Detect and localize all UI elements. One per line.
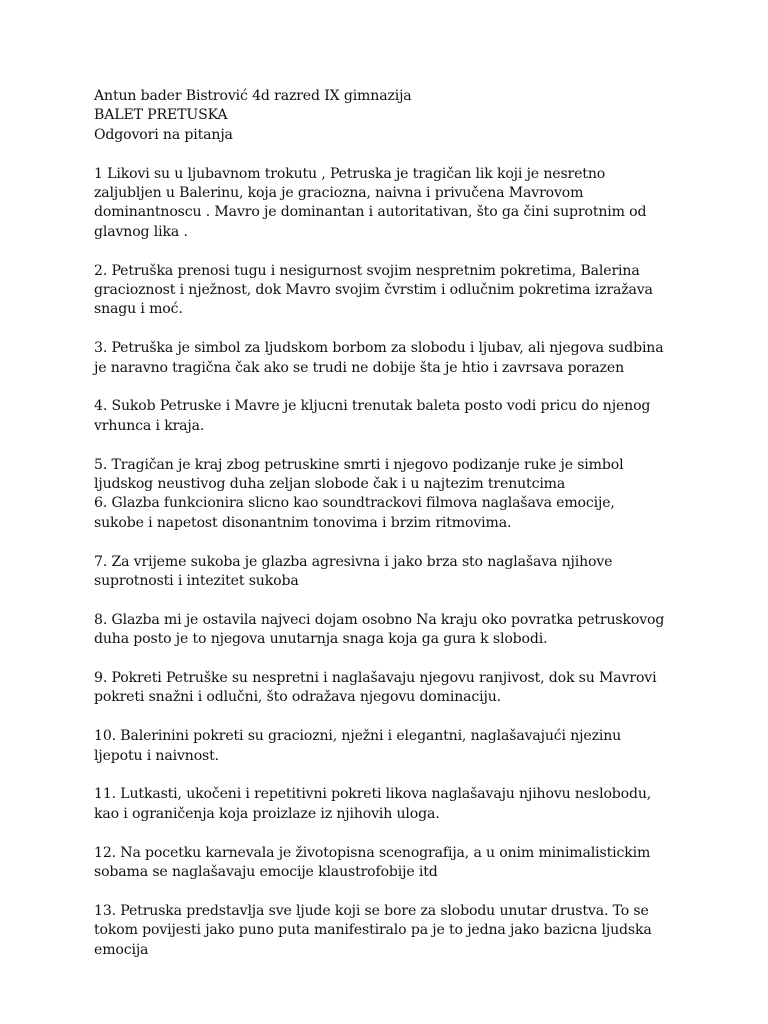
answer-line: ljudskog neustivog duha zeljan slobode čak i u najtezim trenutcima [94, 476, 566, 493]
answer-line: 6. Glazba funkcionira slicno kao soundtrackovi filmova naglašava emocije, [94, 495, 615, 512]
answer-line: gracioznost i nježnost, dok Mavro svojim čvrstim i odlučnim pokretima izražava [94, 282, 653, 299]
answer-line: 9. Pokreti Petruške su nespretni i naglašavaju njegovu ranjivost, dok su Mavrovi [94, 670, 657, 687]
answer-line: 4. Sukob Petruske i Mavre je kljucni trenutak baleta posto vodi pricu do njenog [94, 398, 651, 415]
paragraph-gap [94, 320, 694, 339]
answer-line: glavnog lika . [94, 223, 188, 240]
answer-paragraph [94, 844, 694, 883]
answer-line: je naravno tragična čak ako se trudi ne dobije šta je htio i zavrsava porazen [94, 359, 625, 376]
answer-paragraph [94, 611, 694, 650]
answer-line: vrhunca i kraja. [94, 417, 205, 434]
answer-line: 11. Lutkasti, ukočeni i repetitivni pokreti likova naglašavaju njihovu neslobodu, [94, 786, 652, 803]
paragraph-gap [94, 533, 694, 552]
answer-line: ljepotu i naivnost. [94, 747, 219, 764]
paragraph-gap [94, 708, 694, 727]
paragraph-gap [94, 378, 694, 397]
answer-paragraph [94, 902, 694, 960]
answer-paragraph [94, 397, 694, 436]
answer-paragraph [94, 553, 694, 592]
paragraph-gap [94, 882, 694, 901]
answer-line: snagu i moć. [94, 301, 183, 318]
paragraph-gap [94, 650, 694, 669]
answer-paragraph [94, 262, 694, 320]
answer-paragraph [94, 456, 694, 534]
answer-paragraph [94, 727, 694, 766]
paragraph-gap [94, 242, 694, 261]
answer-line: 13. Petruska predstavlja sve ljude koji se bore za slobodu unutar drustva. To se [94, 902, 649, 919]
paragraph-gap [94, 591, 694, 610]
answer-line: emocija [94, 941, 149, 958]
answer-line: duha posto je to njegova unutarnja snaga koja ga gura k slobodi. [94, 631, 548, 648]
document-body [94, 87, 694, 960]
answer-line: 10. Balerinini pokreti su graciozni, nježni i elegantni, naglašavajući njezinu [94, 728, 622, 745]
answer-line: suprotnosti i intezitet sukoba [94, 573, 299, 590]
answer-line: kao i ograničenja koja proizlaze iz njihovih uloga. [94, 805, 440, 822]
answer-line: 5. Tragičan je kraj zbog petruskine smrti i njegovo podizanje ruke je simbol [94, 456, 624, 473]
answer-paragraph [94, 165, 694, 243]
answer-line: sobama se naglašavaju emocije klaustrofobije itd [94, 864, 438, 881]
answer-line: 2. Petruška prenosi tugu i nesigurnost svojim nespretnim pokretima, Balerina [94, 262, 640, 279]
document-title: BALET PRETUSKA [94, 107, 228, 124]
answer-line: 1 Likovi su u ljubavnom trokutu , Petruska je tragičan lik koji je nesretno [94, 165, 606, 182]
document-subtitle: Odgovori na pitanja [94, 126, 233, 143]
paragraph-gap [94, 145, 694, 164]
answers-list [94, 145, 694, 960]
answer-paragraph [94, 339, 694, 378]
paragraph-gap [94, 436, 694, 455]
paragraph-gap [94, 766, 694, 785]
answer-line: dominantnoscu . Mavro je dominantan i autoritativan, što ga čini suprotnim od [94, 204, 647, 221]
answer-paragraph [94, 669, 694, 708]
answer-line: 12. Na pocetku karnevala je životopisna scenografija, a u onim minimalistickim [94, 844, 651, 861]
answer-line: tokom povijesti jako puno puta manifestiralo pa je to jedna jako bazicna ljudska [94, 922, 652, 939]
answer-line: 7. Za vrijeme sukoba je glazba agresivna i jako brza sto naglašava njihove [94, 553, 613, 570]
answer-line: 8. Glazba mi je ostavila najveci dojam osobno Na kraju oko povratka petruskovog [94, 611, 665, 628]
answer-line: 3. Petruška je simbol za ljudskom borbom za slobodu i ljubav, ali njegova sudbina [94, 340, 664, 357]
paragraph-gap [94, 824, 694, 843]
answer-line: sukobe i napetost disonantnim tonovima i brzim ritmovima. [94, 514, 512, 531]
answer-paragraph [94, 785, 694, 824]
author-line: Antun bader Bistrović 4d razred IX gimnazija [94, 88, 412, 104]
answer-line: pokreti snažni i odlučni, što odražava njegovu dominaciju. [94, 689, 501, 706]
answer-line: zaljubljen u Balerinu, koja je graciozna, naivna i privučena Mavrovom [94, 185, 584, 202]
